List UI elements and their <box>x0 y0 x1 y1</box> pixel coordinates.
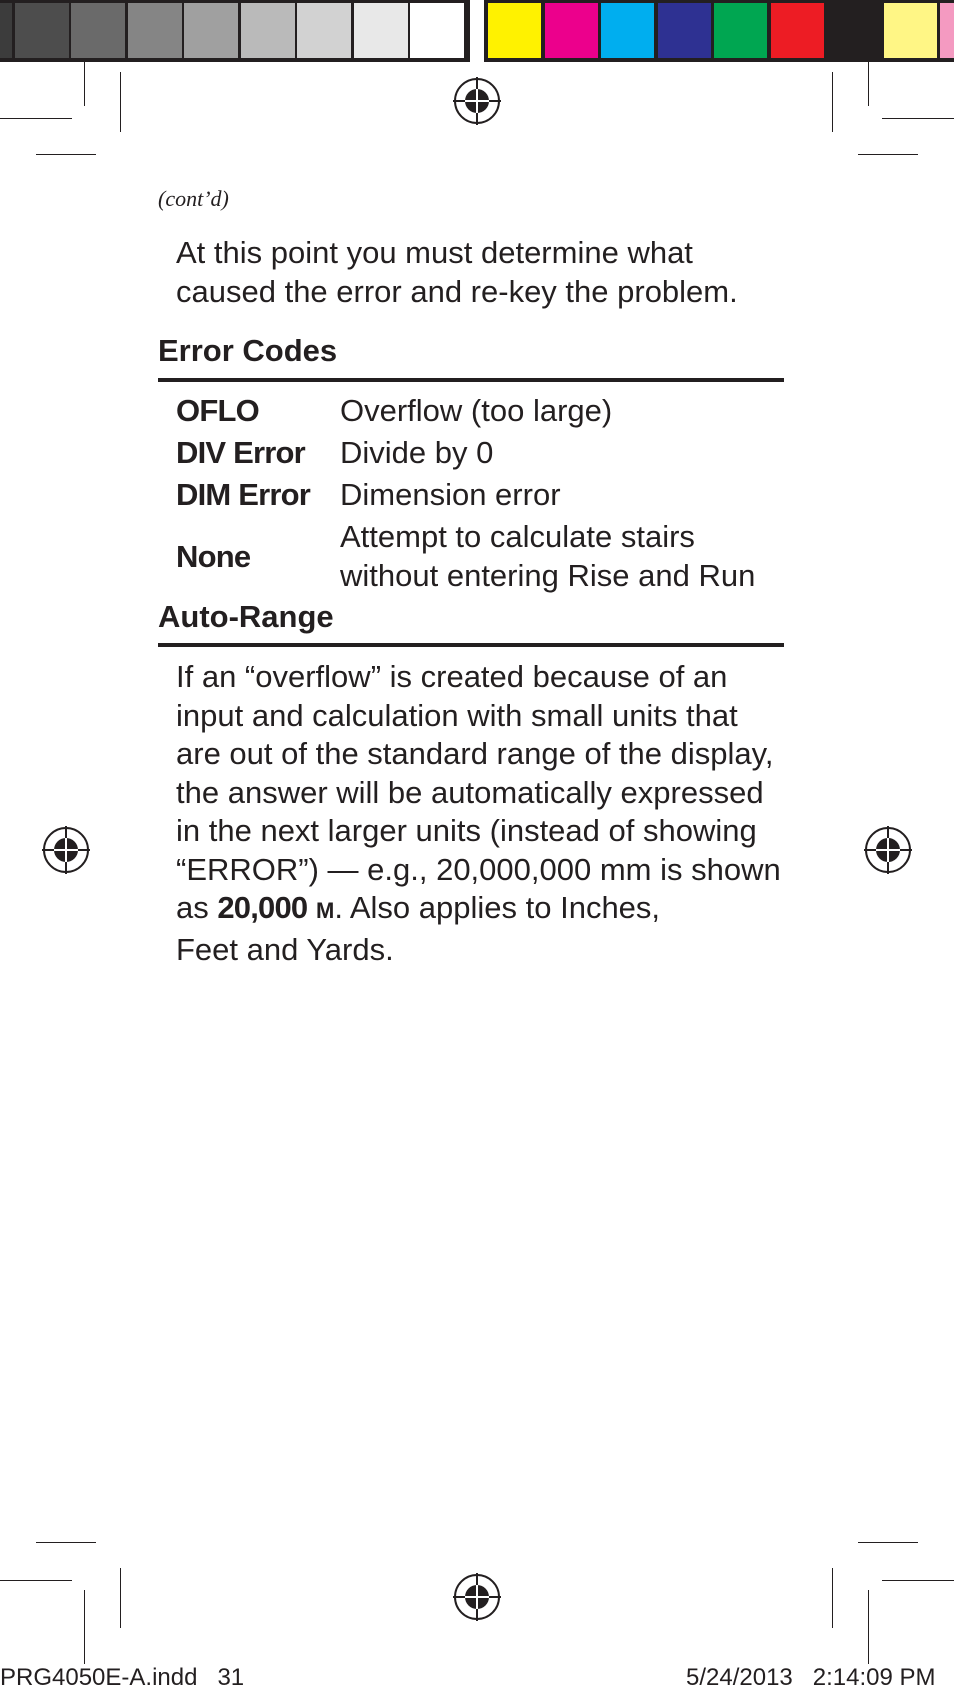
color-swatch <box>545 3 598 58</box>
crop-mark <box>120 72 121 132</box>
color-swatch <box>771 3 824 58</box>
error-codes-heading: Error Codes <box>158 333 338 368</box>
paragraph-line: “ERROR”) — e.g., 20,000,000 mm is shown <box>176 851 781 887</box>
gray-swatch <box>71 3 125 58</box>
description-line: without entering Rise and Run <box>340 557 756 593</box>
paragraph-line: If an “overflow” is created because of an <box>176 659 728 694</box>
line-suffix: . Also applies to Inches, <box>334 890 661 925</box>
auto-range-paragraph <box>176 658 796 969</box>
crop-mark <box>84 62 85 106</box>
gray-swatch <box>410 3 464 58</box>
description-line: Dimension error <box>340 477 561 512</box>
color-swatch <box>884 3 937 58</box>
gray-swatch <box>297 3 351 58</box>
section-rule <box>158 378 784 382</box>
section-rule <box>158 643 784 647</box>
crop-mark <box>858 1542 918 1543</box>
paragraph-line: input and calculation with small units that <box>176 697 738 733</box>
color-swatch <box>827 3 880 58</box>
error-code-row <box>176 476 796 516</box>
gray-swatch <box>128 3 182 58</box>
registration-mark-icon <box>453 1573 501 1621</box>
registration-mark-icon <box>42 826 90 874</box>
crop-mark <box>882 1580 954 1581</box>
error-code: DIV Error <box>176 435 305 470</box>
color-swatch <box>658 3 711 58</box>
error-code-row <box>176 434 796 474</box>
paragraph-line: At this point you must determine what <box>176 235 693 270</box>
crop-mark <box>882 118 954 119</box>
paragraph-line: caused the error and re-key the problem. <box>176 273 738 309</box>
error-code: None <box>176 539 251 574</box>
print-datetime: 5/24/2013 2:14:09 PM <box>686 1664 936 1691</box>
line-prefix: as <box>176 890 218 925</box>
error-description <box>340 392 800 431</box>
paragraph-line: in the next larger units (instead of showing <box>176 813 757 848</box>
description-line: Overflow (too large) <box>340 393 613 428</box>
color-swatch <box>714 3 767 58</box>
color-swatch <box>601 3 654 58</box>
gray-swatch <box>354 3 408 58</box>
paragraph-line: the answer will be automatically expressed <box>176 774 764 810</box>
crop-mark <box>0 1580 72 1581</box>
crop-mark <box>868 62 869 106</box>
paragraph-line <box>176 889 796 931</box>
gray-swatch <box>0 3 12 58</box>
crop-mark <box>832 1568 833 1628</box>
color-swatch <box>488 3 541 58</box>
gray-swatch <box>184 3 238 58</box>
crop-mark <box>868 1590 869 1664</box>
color-swatch <box>940 3 954 58</box>
paragraph-line: are out of the standard range of the display, <box>176 736 774 771</box>
registration-mark-icon <box>864 826 912 874</box>
crop-mark <box>120 1568 121 1628</box>
continued-label: (cont’d) <box>158 186 229 211</box>
crop-mark <box>832 72 833 132</box>
error-description <box>340 476 800 515</box>
description-line: Attempt to calculate stairs <box>340 519 695 554</box>
crop-mark <box>36 1542 96 1543</box>
crop-mark <box>84 1590 85 1664</box>
crop-mark <box>858 154 918 155</box>
paragraph-line: Feet and Yards. <box>176 931 394 967</box>
crop-mark <box>0 118 72 119</box>
error-code-row <box>176 392 796 432</box>
intro-paragraph <box>176 234 796 311</box>
file-slug: PRG4050E-A.indd 31 <box>0 1664 245 1691</box>
color-calibration-bar <box>0 0 954 62</box>
registration-mark-icon <box>453 77 501 125</box>
crop-mark <box>36 154 96 155</box>
auto-range-heading: Auto-Range <box>158 599 334 634</box>
error-description <box>340 518 800 595</box>
display-value: 20,000 <box>217 890 308 925</box>
gray-swatch <box>15 3 69 58</box>
description-line: Divide by 0 <box>340 435 494 470</box>
error-code-row <box>176 518 796 596</box>
gray-swatch <box>241 3 295 58</box>
error-code: DIM Error <box>176 477 311 512</box>
display-unit: M <box>316 898 335 923</box>
error-code: OFLO <box>176 393 259 428</box>
error-description <box>340 434 800 473</box>
